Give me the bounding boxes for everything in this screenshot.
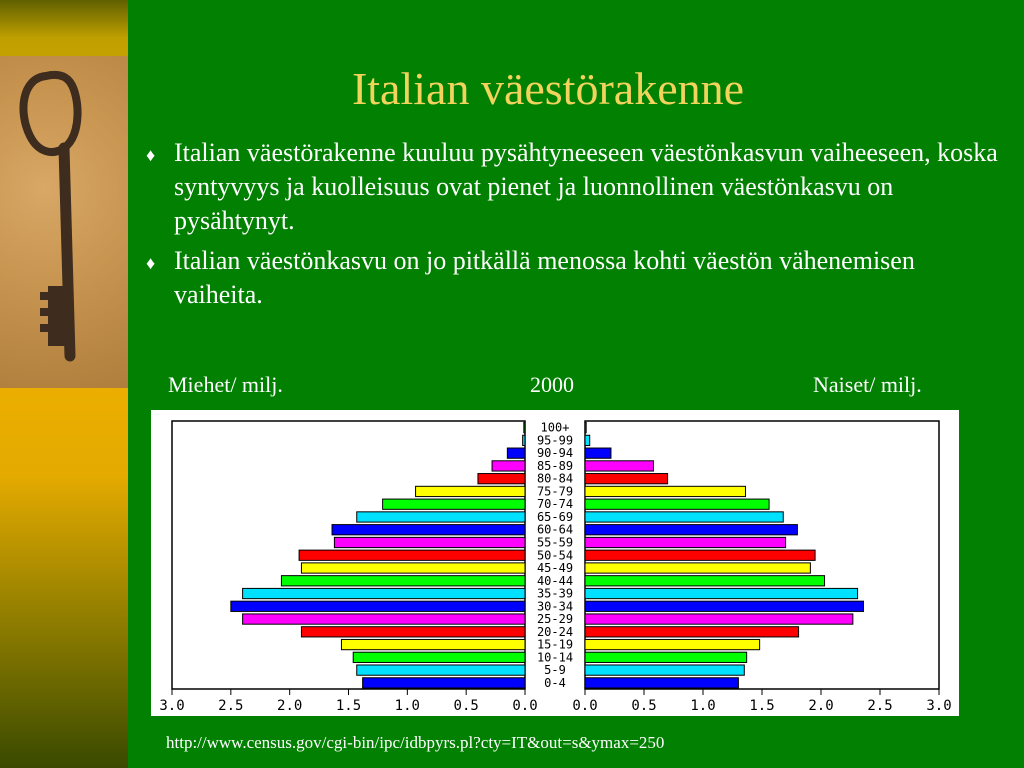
bar-women-80-84	[585, 474, 668, 484]
x-tick-label-right: 2.0	[808, 698, 834, 714]
bar-men-55-59	[334, 537, 525, 547]
bar-men-75-79	[416, 486, 525, 496]
bar-men-95-99	[523, 435, 525, 445]
pyramid-svg	[151, 410, 959, 716]
age-label: 30-34	[536, 599, 574, 614]
source-link[interactable]: http://www.census.gov/cgi-bin/ipc/idbpyrs.pl?cty=IT&out=s&ymax=250	[166, 733, 665, 752]
bullet-list	[140, 136, 1000, 318]
age-label: 10-14	[536, 650, 574, 665]
bar-women-65-69	[585, 512, 783, 522]
bar-women-10-14	[585, 652, 747, 662]
x-tick-label-right: 3.0	[926, 698, 952, 714]
bar-men-60-64	[332, 525, 525, 535]
x-tick-label-left: 3.0	[159, 698, 185, 714]
age-label: 100+	[540, 420, 570, 435]
x-tick-label-right: 2.5	[867, 698, 893, 714]
bullet-item	[140, 244, 1000, 312]
bullet-text: Italian väestörakenne kuuluu pysähtyneeseen väestönkasvun vaiheeseen, koska syntyvyys ja kuolleisuus ovat pienet ja luonnollinen väestönkasvu on pysähtynyt.	[174, 138, 998, 235]
x-tick-label-left: 0.0	[512, 698, 538, 714]
bar-men-25-29	[243, 614, 525, 624]
key-image	[0, 56, 128, 388]
age-label: 5-9	[544, 663, 566, 678]
bar-men-65-69	[357, 512, 525, 522]
x-tick-label-left: 2.5	[218, 698, 244, 714]
bar-women-90-94	[585, 448, 611, 458]
population-pyramid-chart	[151, 410, 959, 716]
diamond-bullet-icon: ♦	[146, 145, 156, 165]
bar-men-85-89	[492, 461, 525, 471]
bar-women-100+	[585, 423, 586, 433]
age-label: 55-59	[536, 535, 574, 550]
bar-men-45-49	[301, 563, 525, 573]
age-label: 60-64	[536, 522, 574, 537]
bar-men-50-54	[299, 550, 525, 560]
caption-men: Miehet/ milj.	[168, 372, 283, 397]
bar-women-40-44	[585, 576, 825, 586]
slide-title: Italian väestörakenne	[351, 63, 745, 114]
bar-men-35-39	[243, 588, 525, 598]
bar-men-20-24	[301, 627, 525, 637]
age-label: 45-49	[536, 561, 574, 576]
x-tick-label-left: 1.0	[394, 698, 420, 714]
age-label: 85-89	[536, 458, 574, 473]
x-tick-label-right: 0.5	[631, 698, 657, 714]
caption-women: Naiset/ milj.	[813, 372, 922, 397]
bar-women-55-59	[585, 537, 786, 547]
bullet-item	[140, 136, 1000, 238]
bar-women-35-39	[585, 588, 858, 598]
age-label: 65-69	[536, 509, 574, 524]
x-tick-label-right: 1.5	[749, 698, 775, 714]
bar-women-95-99	[585, 435, 590, 445]
age-label: 90-94	[536, 446, 574, 461]
x-tick-label-right: 0.0	[572, 698, 598, 714]
bar-men-80-84	[478, 474, 525, 484]
age-label: 15-19	[536, 637, 574, 652]
bar-women-75-79	[585, 486, 745, 496]
bar-women-0-4	[585, 678, 738, 688]
bar-women-25-29	[585, 614, 853, 624]
bar-men-0-4	[363, 678, 525, 688]
age-label: 50-54	[536, 548, 574, 563]
x-tick-label-left: 2.0	[277, 698, 303, 714]
bar-men-90-94	[507, 448, 525, 458]
bullet-text: Italian väestönkasvu on jo pitkällä menossa kohti väestön vähenemisen vaiheita.	[174, 246, 915, 309]
bar-women-70-74	[585, 499, 769, 509]
bar-women-20-24	[585, 627, 799, 637]
bar-men-10-14	[353, 652, 525, 662]
diamond-bullet-icon: ♦	[146, 253, 156, 273]
age-label: 0-4	[544, 675, 566, 690]
bar-men-5-9	[357, 665, 525, 675]
bar-men-70-74	[383, 499, 525, 509]
x-tick-label-left: 1.5	[335, 698, 362, 714]
bar-men-30-34	[231, 601, 525, 611]
age-label: 70-74	[536, 497, 574, 512]
bar-men-100+	[524, 423, 525, 433]
age-label: 75-79	[536, 484, 574, 499]
age-label: 35-39	[536, 586, 574, 601]
age-label: 95-99	[536, 433, 574, 448]
x-tick-label-right: 1.0	[690, 698, 716, 714]
age-label: 25-29	[536, 612, 574, 627]
age-label: 20-24	[536, 624, 574, 639]
bar-men-15-19	[341, 639, 525, 649]
bar-women-45-49	[585, 563, 810, 573]
caption-year: 2000	[530, 372, 574, 397]
age-label: 80-84	[536, 471, 574, 486]
x-tick-label-left: 0.5	[453, 698, 479, 714]
bar-women-85-89	[585, 461, 653, 471]
bar-men-40-44	[281, 576, 525, 586]
bar-women-30-34	[585, 601, 863, 611]
bar-women-15-19	[585, 639, 760, 649]
bar-women-60-64	[585, 525, 797, 535]
bar-women-50-54	[585, 550, 815, 560]
key-icon	[0, 56, 128, 388]
age-label: 40-44	[536, 573, 574, 588]
bar-women-5-9	[585, 665, 744, 675]
